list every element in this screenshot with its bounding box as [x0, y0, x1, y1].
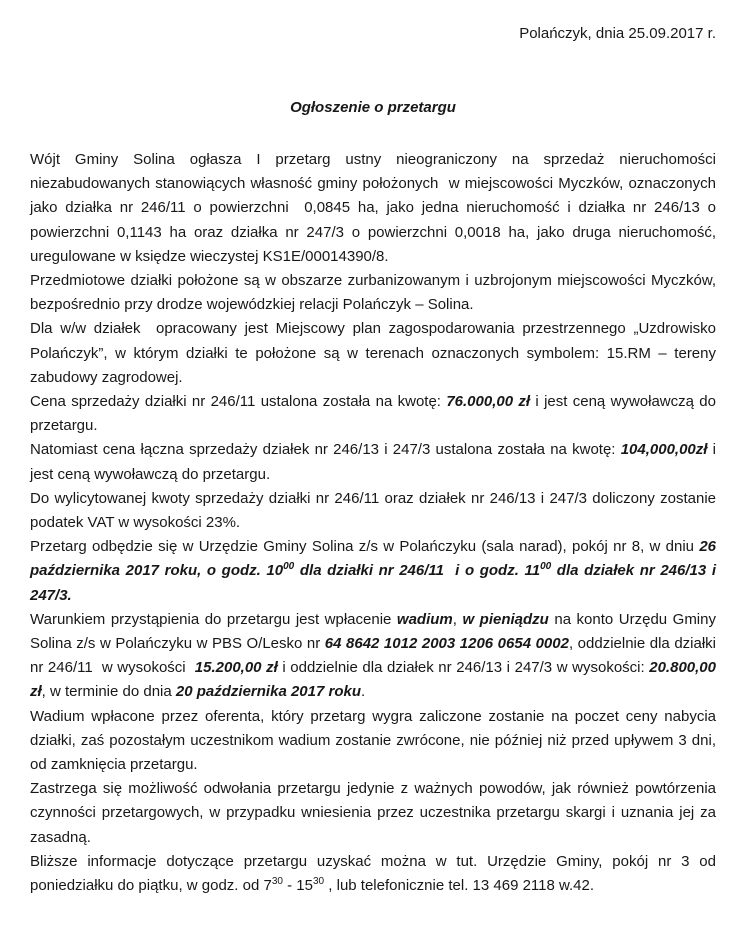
paragraph	[30, 317, 716, 390]
text-run: - 15	[282, 877, 313, 895]
text-run: , w terminie do dnia	[41, 683, 176, 701]
superscript-run: 30	[271, 876, 283, 888]
text-run: 104,000,00zł	[620, 441, 708, 459]
paragraph	[30, 535, 716, 608]
paragraph	[30, 777, 716, 850]
text-run: na konto Urzędu Gminy Solina z/s w Polańczyku w PBS O/Lesko nr	[30, 610, 716, 653]
text-run: wadium	[396, 610, 453, 628]
paragraph	[30, 608, 716, 705]
superscript-run: 00	[283, 561, 295, 573]
text-run: .	[361, 683, 366, 701]
date-line: Polańczyk, dnia 25.09.2017 r.	[519, 25, 716, 42]
text-run: i jest ceną wywoławczą do przetargu.	[30, 441, 716, 483]
paragraph	[30, 438, 716, 486]
text-run: Cena sprzedaży działki nr 246/11 ustalona została na kwotę:	[30, 393, 447, 411]
text-run: , lub telefonicznie tel. 13 469 2118 w.42.	[324, 877, 595, 895]
paragraph	[30, 487, 716, 535]
text-run: i jest ceną wywoławczą do przetargu.	[30, 393, 716, 435]
text-run: Natomiast cena łączna sprzedaży działek nr 246/13 i 247/3 ustalona została na kwotę:	[30, 441, 621, 459]
text-run: Wójt Gminy Solina ogłasza I przetarg ustny nieograniczony na sprzedaż nieruchomości niezabudowanych stanowiących własność gminy położonych w miejscowości Myczków, oznaczonych jako działka nr 246/11 o powierzchni 0,0845 ha, jako jedna nieruchomość i działka nr 246/13 o powierzchni 0,1143 ha oraz działka nr 247/3 o powierzchni 0,0018 ha, jako druga nieruchomość, uregulowane w księdze wieczystej KS1E/00014390/8.	[30, 151, 716, 265]
text-run: 20.800,00 zł	[30, 659, 716, 701]
text-run: , oddzielnie dla działki nr 246/11 w wysokości	[30, 635, 716, 677]
text-run: Bliższe informacje dotyczące przetargu uzyskać można w tut. Urzędzie Gminy, pokój nr 3 od poniedziałku do piątku, w godz. od 7	[30, 852, 716, 895]
paragraph	[30, 269, 716, 317]
text-run: i oddzielnie dla działek nr 246/13 i 247/3 w wysokości:	[277, 659, 650, 677]
text-run: 64 8642 1012 2003 1206 0654 0002	[324, 635, 569, 653]
text-run: Przetarg odbędzie się w Urzędzie Gminy Solina z/s w Polańczyku (sala narad), pokój nr 8, w dniu	[30, 538, 700, 556]
paragraph	[30, 705, 716, 778]
text-run: 76.000,00 zł	[446, 393, 531, 411]
document-title: Ogłoszenie o przetargu	[290, 99, 456, 116]
paragraph	[30, 390, 716, 438]
text-run: 26 października 2017 roku, o godz. 10	[30, 538, 716, 580]
text-run: Zastrzega się możliwość odwołania przetargu jedynie z ważnych powodów, jak również powtórzenia czynności przetargowych, w przypadku wniesienia przez uczestnika przetargu skargi i uznania jej za zasadną.	[30, 780, 716, 846]
superscript-run: 30	[312, 876, 325, 888]
text-run: Przedmiotowe działki położone są w obszarze zurbanizowanym i uzbrojonym miejscowości Myczków, bezpośrednio przy drodze wojewódzkiej relacji Polańczyk – Solina.	[30, 272, 716, 314]
text-run: w pieniądzu	[462, 610, 549, 628]
text-run: Dla w/w działek opracowany jest Miejscowy plan zagospodarowania przestrzennego „Uzdrowisko Polańczyk”, w którym działki te położone są w terenach oznaczonych symbolem: 15.RM – tereny zabudowy zagrodowej.	[30, 320, 716, 386]
text-run: 15.200,00 zł	[194, 659, 278, 677]
text-run: Do wylicytowanej kwoty sprzedaży działki nr 246/11 oraz działek nr 246/13 i 247/3 doliczony zostanie podatek VAT w wysokości 23%.	[30, 489, 716, 532]
superscript-run: 00	[540, 561, 552, 573]
text-run: 20 października 2017 roku	[175, 683, 361, 701]
text-run: Wadium wpłacone przez oferenta, który przetarg wygra zaliczone zostanie na poczet ceny nabycia działki, zaś pozostałym uczestnikom wadium zostanie zwrócone, nie później niż przed upływem 3 dni, od zamknięcia przetargu.	[30, 707, 716, 774]
document-body	[30, 148, 716, 898]
text-run: Warunkiem przystąpienia do przetargu jest wpłacenie	[30, 610, 397, 628]
paragraph	[30, 148, 716, 269]
paragraph	[30, 850, 716, 898]
text-run: dla działek nr 246/13 i 247/3.	[30, 562, 716, 604]
text-run: dla działki nr 246/11 i o godz. 11	[294, 562, 541, 580]
text-run: ,	[452, 610, 463, 628]
